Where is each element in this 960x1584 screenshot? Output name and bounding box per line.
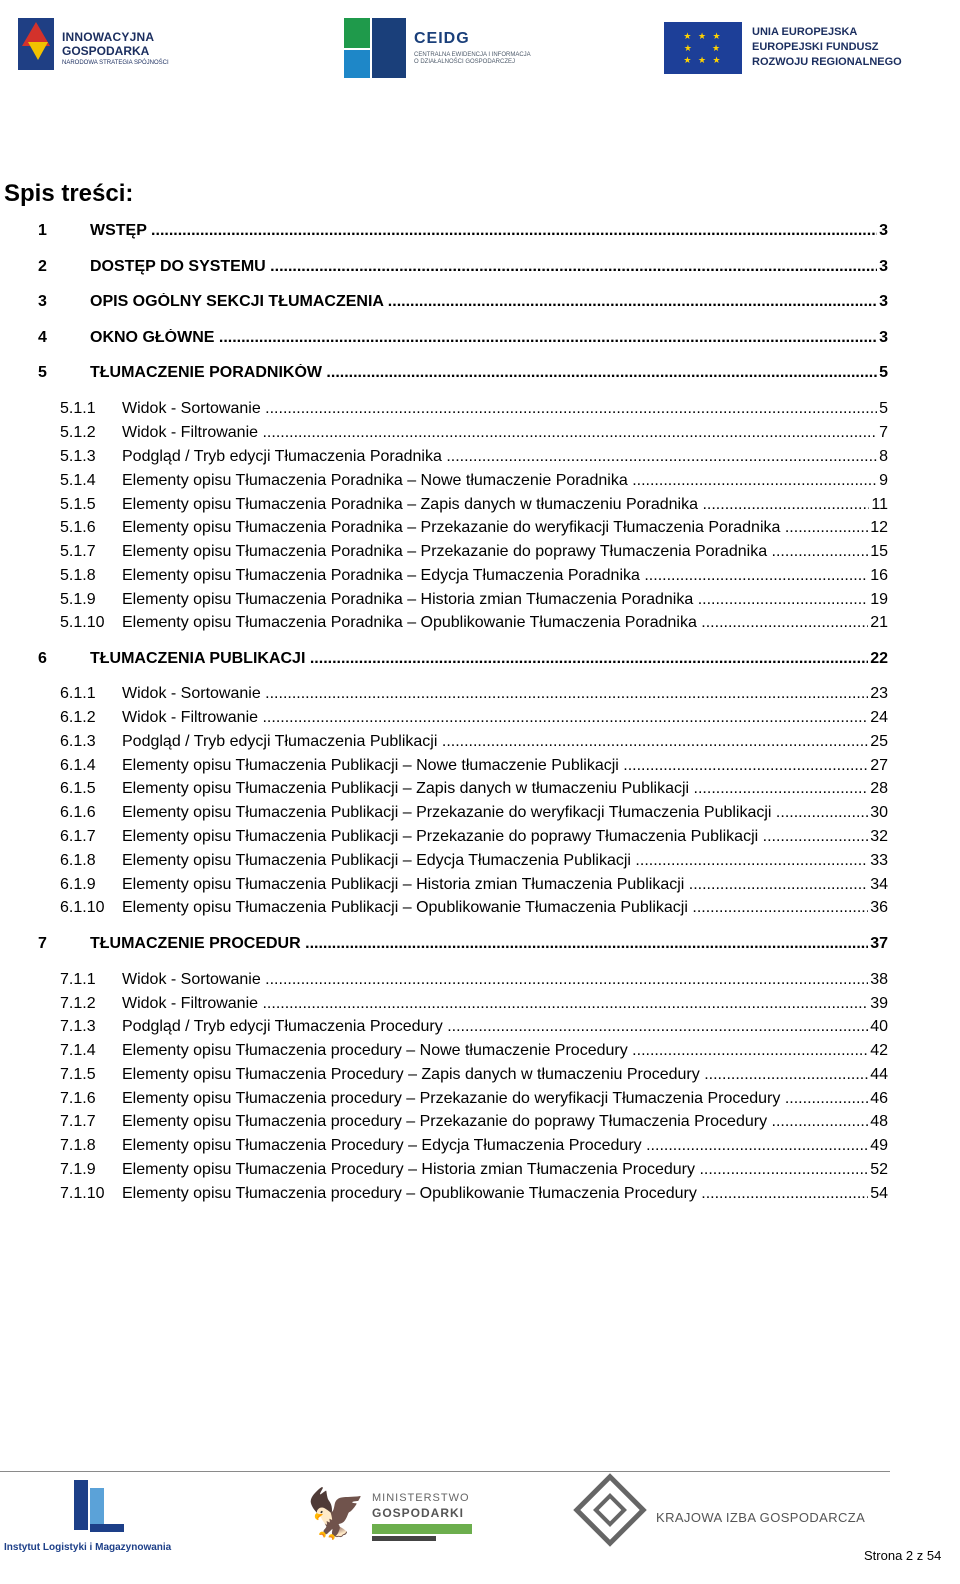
toc-entry-title: Elementy opisu Tłumaczenia Poradnika – Nowe tłumaczenie Poradnika ..... [122, 472, 888, 490]
toc-entry-section[interactable] [0, 1137, 888, 1159]
toc-entry-title: Elementy opisu Tłumaczenia procedury – Przekazanie do poprawy Tłumaczenia Procedury ..... [122, 1113, 888, 1131]
toc-title: Spis treści: [4, 180, 134, 207]
ilim-mark-icon [74, 1480, 88, 1530]
toc-entry-page: 32 [870, 828, 888, 845]
toc-entry-chapter[interactable] [0, 329, 888, 351]
toc-entry-section[interactable] [0, 899, 888, 921]
toc-entry-chapter[interactable] [0, 650, 888, 672]
toc-entry-page: 3 [879, 329, 888, 346]
toc-entry-number: 6.1.9 [60, 876, 96, 893]
toc-entry-title: Elementy opisu Tłumaczenia procedury – Nowe tłumaczenie Procedury ..... [122, 1042, 888, 1060]
toc-entry-title: Elementy opisu Tłumaczenia Procedury – Historia zmian Tłumaczenia Procedury ..... [122, 1161, 888, 1179]
toc-entry-page: 37 [870, 935, 888, 952]
toc-entry-page: 3 [879, 222, 888, 239]
toc-entry-page: 12 [870, 519, 888, 536]
toc-entry-title: Elementy opisu Tłumaczenia procedury – Opublikowanie Tłumaczenia Procedury ..... [122, 1185, 888, 1203]
toc-entry-section[interactable] [0, 780, 888, 802]
toc-entry-number: 5.1.1 [60, 400, 96, 417]
toc-entry-section[interactable] [0, 448, 888, 470]
toc-entry-title: Elementy opisu Tłumaczenia Procedury – Edycja Tłumaczenia Procedury ..... [122, 1137, 888, 1155]
toc-entry-title: WSTĘP ..... [90, 222, 888, 240]
toc-entry-title: Elementy opisu Tłumaczenia Poradnika – Historia zmian Tłumaczenia Poradnika ..... [122, 591, 888, 609]
eu-logo [664, 22, 904, 78]
toc-entry-number: 5.1.10 [60, 614, 105, 631]
toc-entry-page: 40 [870, 1018, 888, 1035]
toc-entry-title: Widok - Sortowanie ..... [122, 400, 888, 418]
toc-entry-title: Elementy opisu Tłumaczenia Poradnika – Przekazanie do poprawy Tłumaczenia Poradnika ..... [122, 543, 888, 561]
toc-entry-section[interactable] [0, 971, 888, 993]
toc-entry-number: 5.1.5 [60, 496, 96, 513]
toc-entry-section[interactable] [0, 519, 888, 541]
toc-entry-title: Widok - Filtrowanie ..... [122, 709, 888, 727]
toc-entry-title: Elementy opisu Tłumaczenia procedury – Przekazanie do weryfikacji Tłumaczenia Procedury ..... [122, 1090, 888, 1108]
toc-entry-number: 7.1.9 [60, 1161, 96, 1178]
innowacyjna-gospodarka-logo [18, 16, 188, 76]
toc-entry-section[interactable] [0, 1161, 888, 1183]
toc-entry-page: 15 [870, 543, 888, 560]
toc-entry-number: 3 [38, 293, 47, 310]
toc-entry-title: Widok - Filtrowanie ..... [122, 995, 888, 1013]
toc-entry-section[interactable] [0, 709, 888, 731]
toc-entry-page: 28 [870, 780, 888, 797]
toc-entry-number: 6.1.1 [60, 685, 96, 702]
toc-entry-section[interactable] [0, 828, 888, 850]
toc-entry-page: 5 [879, 400, 888, 417]
toc-entry-page: 34 [870, 876, 888, 893]
toc-entry-number: 7.1.2 [60, 995, 96, 1012]
toc-entry-page: 39 [870, 995, 888, 1012]
toc-entry-number: 5.1.6 [60, 519, 96, 536]
toc-entry-number: 4 [38, 329, 47, 346]
toc-entry-chapter[interactable] [0, 935, 888, 957]
toc-entry-page: 36 [870, 899, 888, 916]
toc-entry-section[interactable] [0, 614, 888, 636]
toc-entry-section[interactable] [0, 400, 888, 422]
toc-entry-page: 49 [870, 1137, 888, 1154]
toc-entry-chapter[interactable] [0, 364, 888, 386]
toc-entry-section[interactable] [0, 804, 888, 826]
toc-entry-section[interactable] [0, 1185, 888, 1207]
toc-entry-page: 5 [879, 364, 888, 381]
ig-logo-line2: GOSPODARKA [62, 44, 150, 58]
footer-divider [0, 1471, 890, 1472]
toc-entry-number: 5.1.9 [60, 591, 96, 608]
toc-entry-number: 6.1.5 [60, 780, 96, 797]
toc-entry-title: Elementy opisu Tłumaczenia Poradnika – Zapis danych w tłumaczeniu Poradnika ..... [122, 496, 888, 514]
toc-entry-number: 7.1.7 [60, 1113, 96, 1130]
toc-entry-page: 44 [870, 1066, 888, 1083]
toc-entry-number: 5 [38, 364, 47, 381]
toc-entry-title: DOSTĘP DO SYSTEMU ..... [90, 258, 888, 276]
toc-entry-page: 22 [870, 650, 888, 667]
ig-logo-line1: INNOWACYJNA [62, 30, 155, 44]
toc-entry-title: Widok - Sortowanie ..... [122, 685, 888, 703]
toc-entry-number: 6.1.3 [60, 733, 96, 750]
toc-entry-title: Widok - Sortowanie ..... [122, 971, 888, 989]
toc-entry-page: 8 [879, 448, 888, 465]
toc-entry-title: Elementy opisu Tłumaczenia Poradnika – Edycja Tłumaczenia Poradnika ..... [122, 567, 888, 585]
toc-entry-section[interactable] [0, 1090, 888, 1112]
toc-entry-page: 24 [870, 709, 888, 726]
toc-entry-section[interactable] [0, 424, 888, 446]
toc-entry-number: 7.1.1 [60, 971, 96, 988]
toc-entry-section[interactable] [0, 591, 888, 613]
eu-logo-line3: ROZWOJU REGIONALNEGO [752, 56, 902, 68]
kig-logo [578, 1480, 878, 1556]
toc-entry-page: 21 [870, 614, 888, 631]
toc-entry-number: 6 [38, 650, 47, 667]
toc-entry-title: Elementy opisu Tłumaczenia Publikacji – Przekazanie do poprawy Tłumaczenia Publikacji ..... [122, 828, 888, 846]
toc-entry-page: 3 [879, 258, 888, 275]
toc-entry-page: 11 [871, 496, 888, 513]
page-header [0, 0, 960, 100]
toc-entry-chapter[interactable] [0, 258, 888, 280]
ceidg-logo-sub: CENTRALNA EWIDENCJA I INFORMACJA O DZIAŁALNOŚCI GOSPODARCZEJ [414, 52, 531, 65]
toc-entry-section[interactable] [0, 685, 888, 707]
toc-entry-number: 5.1.4 [60, 472, 96, 489]
toc-entry-number: 5.1.7 [60, 543, 96, 560]
toc-entry-number: 7.1.10 [60, 1185, 105, 1202]
toc-entry-page: 27 [870, 757, 888, 774]
eu-logo-line2: EUROPEJSKI FUNDUSZ [752, 41, 879, 53]
toc-entry-number: 5.1.2 [60, 424, 96, 441]
ceidg-logo [344, 16, 534, 80]
toc-entry-number: 6.1.6 [60, 804, 96, 821]
toc-entry-title: Podgląd / Tryb edycji Tłumaczenia Publikacji ..... [122, 733, 888, 751]
toc-entry-page: 46 [870, 1090, 888, 1107]
toc-entry-title: Widok - Filtrowanie ..... [122, 424, 888, 442]
toc-entry-section[interactable] [0, 496, 888, 518]
toc-entry-page: 48 [870, 1113, 888, 1130]
toc-entry-page: 23 [870, 685, 888, 702]
page-number: Strona 2 z 54 [864, 1548, 942, 1563]
toc-entry-title: TŁUMACZENIA PUBLIKACJI ..... [90, 650, 888, 668]
toc-entry-section[interactable] [0, 733, 888, 755]
toc-entry-page: 16 [870, 567, 888, 584]
toc-entry-section[interactable] [0, 567, 888, 589]
toc-entry-number: 7.1.6 [60, 1090, 96, 1107]
ig-emblem-icon [18, 18, 54, 70]
eu-flag-icon: ★ ★ ★ ★ ★ ★ ★ ★ [664, 22, 742, 74]
toc-entry-title: Elementy opisu Tłumaczenia Publikacji – Zapis danych w tłumaczeniu Publikacji ..... [122, 780, 888, 798]
toc-entry-section[interactable] [0, 1042, 888, 1064]
toc-entry-section[interactable] [0, 1018, 888, 1040]
toc-entry-number: 6.1.7 [60, 828, 96, 845]
toc-entry-number: 7.1.3 [60, 1018, 96, 1035]
toc-entry-number: 7 [38, 935, 47, 952]
toc-entry-page: 38 [870, 971, 888, 988]
toc-entry-title: Podgląd / Tryb edycji Tłumaczenia Procedury ..... [122, 1018, 888, 1036]
toc-entry-section[interactable] [0, 1066, 888, 1088]
toc-entry-number: 6.1.2 [60, 709, 96, 726]
toc-entry-section[interactable] [0, 543, 888, 565]
toc-entry-page: 25 [870, 733, 888, 750]
toc-entry-section[interactable] [0, 876, 888, 898]
toc-entry-title: OKNO GŁÓWNE ..... [90, 329, 888, 347]
eu-logo-line1: UNIA EUROPEJSKA [752, 26, 858, 38]
kig-logo-text: KRAJOWA IZBA GOSPODARCZA [656, 1510, 866, 1525]
ministerstwo-gospodarki-logo [306, 1484, 476, 1554]
toc-entry-title: TŁUMACZENIE PORADNIKÓW ..... [90, 364, 888, 382]
toc-entry-page: 7 [879, 424, 888, 441]
toc-entry-number: 7.1.4 [60, 1042, 96, 1059]
toc-entry-title: Elementy opisu Tłumaczenia Publikacji – Edycja Tłumaczenia Publikacji ..... [122, 852, 888, 870]
toc-entry-title: Elementy opisu Tłumaczenia Poradnika – Przekazanie do weryfikacji Tłumaczenia Poradnika ..... [122, 519, 888, 537]
toc-entry-number: 7.1.5 [60, 1066, 96, 1083]
ilim-logo [4, 1478, 184, 1558]
toc-entry-section[interactable] [0, 995, 888, 1017]
toc-entry-section[interactable] [0, 852, 888, 874]
toc-entry-section[interactable] [0, 472, 888, 494]
toc-entry-number: 7.1.8 [60, 1137, 96, 1154]
toc-entry-number: 2 [38, 258, 47, 275]
toc-entry-title: TŁUMACZENIE PROCEDUR ..... [90, 935, 888, 953]
toc-entry-number: 6.1.8 [60, 852, 96, 869]
toc-entry-section[interactable] [0, 1113, 888, 1135]
mg-logo-line2: GOSPODARKI [372, 1506, 465, 1520]
toc-entry-number: 6.1.4 [60, 757, 96, 774]
toc-entry-page: 42 [870, 1042, 888, 1059]
toc-entry-title: Elementy opisu Tłumaczenia Publikacji – Opublikowanie Tłumaczenia Publikacji ..... [122, 899, 888, 917]
ig-logo-line3: NARODOWA STRATEGIA SPÓJNOŚCI [62, 60, 169, 66]
toc-entry-title: Elementy opisu Tłumaczenia Publikacji – Nowe tłumaczenie Publikacji ..... [122, 757, 888, 775]
toc-entry-page: 19 [870, 591, 888, 608]
toc-entry-title: Elementy opisu Tłumaczenia Procedury – Zapis danych w tłumaczeniu Procedury ..... [122, 1066, 888, 1084]
toc-entry-page: 33 [870, 852, 888, 869]
eagle-emblem-icon: 🦅 [306, 1488, 366, 1541]
toc-entry-title: Elementy opisu Tłumaczenia Publikacji – Przekazanie do weryfikacji Tłumaczenia Publikacji ..... [122, 804, 888, 822]
toc-entry-page: 52 [870, 1161, 888, 1178]
toc-entry-number: 5.1.8 [60, 567, 96, 584]
toc-entry-chapter[interactable] [0, 293, 888, 315]
toc-entry-number: 5.1.3 [60, 448, 96, 465]
ilim-logo-caption: Instytut Logistyki i Magazynowania [4, 1542, 172, 1553]
mg-logo-line1: MINISTERSTWO [372, 1492, 470, 1504]
toc-entry-title: Elementy opisu Tłumaczenia Publikacji – Historia zmian Tłumaczenia Publikacji ..... [122, 876, 888, 894]
toc-entry-number: 6.1.10 [60, 899, 105, 916]
toc-entry-number: 1 [38, 222, 47, 239]
toc-entry-page: 9 [879, 472, 888, 489]
toc-entry-section[interactable] [0, 757, 888, 779]
toc-entry-title: OPIS OGÓLNY SEKCJI TŁUMACZENIA ..... [90, 293, 888, 311]
toc-entry-page: 30 [870, 804, 888, 821]
toc-entry-page: 54 [870, 1185, 888, 1202]
toc-entry-page: 3 [879, 293, 888, 310]
ceidg-mark-icon [344, 18, 370, 48]
toc-entry-chapter[interactable] [0, 222, 888, 244]
toc-entry-title: Podgląd / Tryb edycji Tłumaczenia Poradnika ..... [122, 448, 888, 466]
toc-entry-title: Elementy opisu Tłumaczenia Poradnika – Opublikowanie Tłumaczenia Poradnika ..... [122, 614, 888, 632]
ceidg-logo-name: CEIDG [414, 30, 470, 47]
